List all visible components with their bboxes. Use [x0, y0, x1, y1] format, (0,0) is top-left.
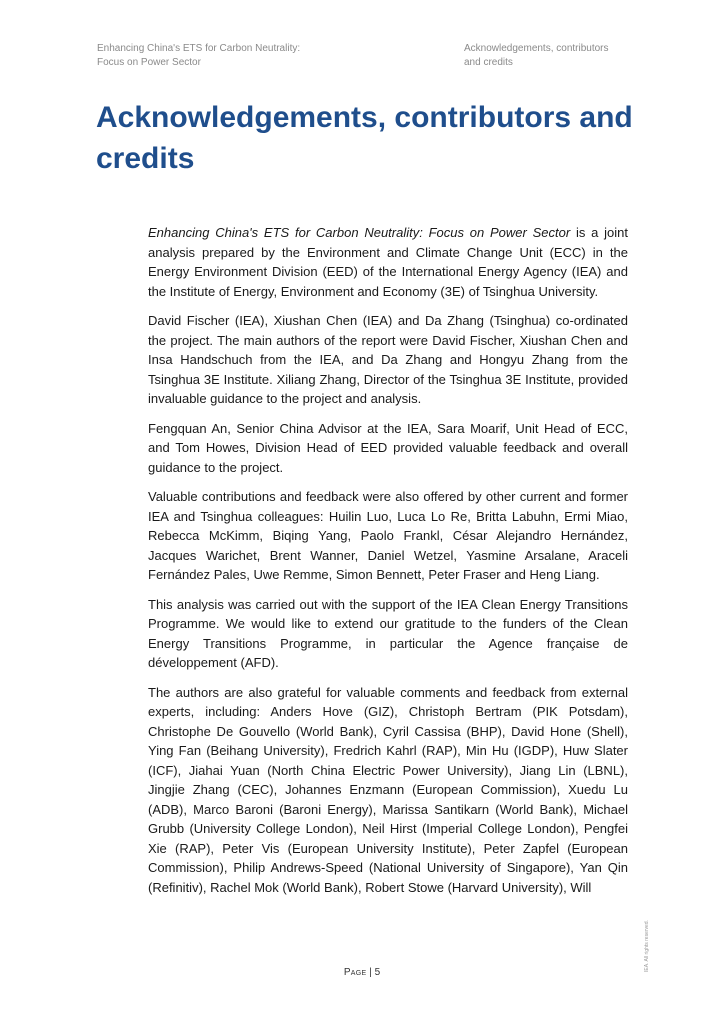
- running-header-left-line1: Enhancing China's ETS for Carbon Neutrality:: [97, 43, 301, 54]
- paragraph-authors: David Fischer (IEA), Xiushan Chen (IEA) and Da Zhang (Tsinghua) co-ordinated the project. The main authors of the report were David Fischer, Xiushan Chen and Insa Handschuch from the IEA, and Da Zhang and Hongyu Zhang from the Tsinghua 3E Institute. Xiliang Zhang, Director of the Tsinghua 3E Institute, provided invaluable guidance to the project and analysis.: [148, 313, 628, 406]
- body-text: [148, 223, 628, 907]
- page-label: Page: [343, 967, 367, 978]
- paragraph-external-experts: The authors are also grateful for valuable comments and feedback from external experts, including: Anders Hove (GIZ), Christoph Bertram (PIK Potsdam), Christophe De Gouvello (World Bank), Cyril Cassisa (BHP), David Hone (Shell), Ying Fan (Beihang University), Fredrich Kahrl (RAP), Min Hu (IGDP), Huw Slater (ICF), Jiahai Yuan (North China Electric Power University), Jiang Lin (LBNL), Jingjie Zhang (CEC), Johannes Enzmann (European Commission), Xuedu Lu (ADB), Marco Baroni (Baroni Energy), Marissa Santikarn (World Bank), Michael Grubb (University College London), Neil Hirst (Imperial College London), Pengfei Xie (RAP), Peter Vis (European University Institute), Peter Zapfel (European Commission), Philip Andrews-Speed (National University of Singapore), Yan Qin (Refinitiv), Rachel Mok (World Bank), Robert Stowe (Harvard University), Will: [148, 684, 628, 895]
- running-header-left-line2: Focus on Power Sector: [97, 57, 201, 68]
- page-number: 5: [374, 967, 381, 978]
- copyright-side-note: IEA. All rights reserved.: [644, 920, 650, 972]
- paragraph-colleagues: Valuable contributions and feedback were also offered by other current and former IEA and Tsinghua colleagues: Huilin Luo, Luca Lo Re, Britta Labuhn, Ermi Miao, Rebecca McKimm, Biqing Yang, Paolo Frankl, César Alejandro Hernández, Jacques Warichet, Brent Wanner, Daniel Wetzel, Yasmine Arsalane, Araceli Fernández Pales, Uwe Remme, Simon Bennett, Peter Fraser and Heng Liang.: [148, 489, 628, 582]
- running-header-right-line2: and credits: [464, 57, 513, 68]
- page-footer: [0, 967, 724, 978]
- report-title-italic: Enhancing China's ETS for Carbon Neutrality: Focus on Power Sector: [148, 225, 571, 240]
- running-header-right: [464, 42, 664, 70]
- page-title: Acknowledgements, contributors and credits: [96, 101, 633, 175]
- paragraph-funding: This analysis was carried out with the support of the IEA Clean Energy Transitions Programme. We would like to extend our gratitude to the funders of the Clean Energy Transitions Programme, in particular the Agence française de développement (AFD).: [148, 596, 628, 670]
- paragraph-intro: [148, 223, 628, 301]
- running-header-left: [97, 42, 357, 70]
- paragraph-intro-rest: is a joint analysis prepared by the Environment and Climate Change Unit (ECC) in the Energy Environment Division (EED) of the International Energy Agency (IEA) and the Institute of Energy, Environment and Economy (3E) of Tsinghua University.: [148, 225, 628, 299]
- running-header-right-line1: Acknowledgements, contributors: [464, 43, 609, 54]
- paragraph-guidance: Fengquan An, Senior China Advisor at the IEA, Sara Moarif, Unit Head of ECC, and Tom Howes, Division Head of EED provided valuable feedback and overall guidance to the project.: [148, 420, 628, 475]
- page-separator: |: [366, 967, 375, 978]
